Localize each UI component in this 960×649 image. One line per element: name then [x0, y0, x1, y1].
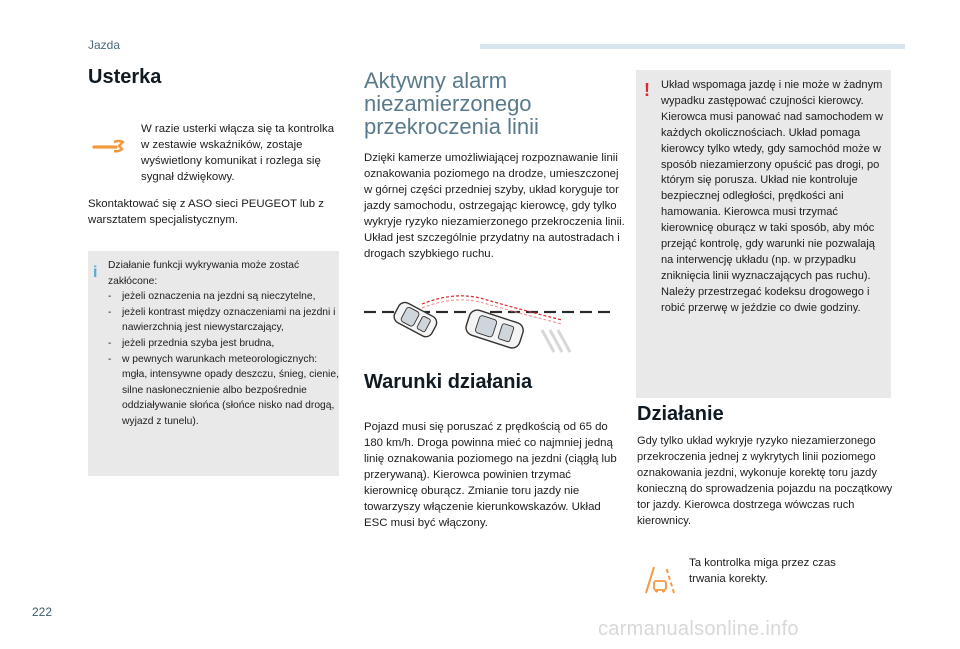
- heading-usterka: Usterka: [88, 66, 162, 88]
- info-list-item: - jeżeli przednia szyba jest brudna,: [108, 337, 275, 349]
- lane-warning-icon: [642, 565, 678, 595]
- watermark: carmanualsonline.info: [598, 618, 799, 640]
- section-label: Jazda: [88, 38, 121, 52]
- wrench-icon: [92, 138, 126, 156]
- header-bar: [480, 44, 905, 49]
- warunki-text: Pojazd musi się poruszać z prędkością od 65 do 180 km/h. Droga powinna mieć co najmniej jedną linię oznakowania poziomego na jezdni (ciągłą lub przerywaną). Kierowca powinien trzymać kierownicę oburącz. Zmianie toru jazdy nie towarzyszy włączenie kierunkowskazów. Układ ESC musi być włączony.: [364, 421, 617, 529]
- heading-dzialanie: Działanie: [637, 403, 724, 425]
- info-intro: Działanie funkcji wykrywania może zostać zakłócone:: [108, 260, 300, 287]
- info-list-item: - w pewnych warunkach meteorologicznych: mgła, intensywne opady deszczu, śnieg, cienie, silne nasłonecznienie albo bezpośrednie oddziaływanie słońca (słońce nisko nad drogą, wyjazd z tunelu).: [108, 353, 339, 427]
- kontrolka-text: Ta kontrolka miga przez czas trwania korekty.: [689, 557, 836, 585]
- heading-warunki: Warunki działania: [364, 371, 533, 393]
- warning-icon: !: [644, 80, 650, 100]
- dzialanie-text: Gdy tylko układ wykryje ryzyko niezamierzonego przekroczenia jednej z wykrytych linii poziomego oznakowania jezdni, wykonuje korektę toru jazdy konieczną do sprowadzenia pojazdu na początkowy tor jazdy. Kierowca dostrzega wówczas ruch kierownicy.: [637, 435, 893, 527]
- info-list-item: - jeżeli kontrast między oznaczeniami na jezdni i nawierzchnią jest niewystarczający,: [108, 306, 336, 334]
- aktywny-alarm-text: Dzięki kamerze umożliwiającej rozpoznawanie linii oznakowania poziomego na drodze, umieszczonej w górnej części przedniej szyby, układ koryguje tor jazdy samochodu, ostrzegając kierowcę, gdy tylko wykryje ryzyko niezamierzonego przekroczenia linii. Układ jest szczególnie przydatny na autostradach i drogach szybkiego ruchu.: [364, 152, 625, 260]
- heading-aktywny-alarm: Aktywny alarm niezamierzonego przekroczenia linii: [364, 68, 539, 139]
- info-list-item: - jeżeli oznaczenia na jezdni są nieczytelne,: [108, 291, 316, 303]
- lane-correction-illustration: [362, 290, 620, 362]
- usterka-contact-text: Skontaktować się z ASO sieci PEUGEOT lub z warsztatem specjalistycznym.: [88, 198, 324, 226]
- usterka-icon-description: W razie usterki włącza się ta kontrolka w zestawie wskaźników, zostaje wyświetlony komunikat i rozlega się sygnał dźwiękowy.: [141, 123, 335, 183]
- page-number: 222: [32, 605, 53, 619]
- warning-text: Układ wspomaga jazdę i nie może w żadnym wypadku zastępować czujności kierowcy. Kierowca musi panować nad samochodem w każdych okolicznościach. Układ pomaga kierowcy tylko wtedy, gdy samochód może w sposób niezamierzony opuścić pas drogi, po którym się porusza. Układ nie kontroluje bezpiecznej odległości, prędkości ani hamowania. Kierowca musi trzymać kierownicę oburącz w taki sposób, aby móc przejąć kontrolę, gdy warunki nie pozwalają na interwencję układu (np. w przypadku zniknięcia linii wyznaczających pas ruchu). Należy przestrzegać kodeksu drogowego i robić przerwę w jeździe co dwie godziny.: [661, 79, 883, 314]
- info-icon: i: [93, 264, 98, 281]
- info-box-text: [108, 258, 340, 430]
